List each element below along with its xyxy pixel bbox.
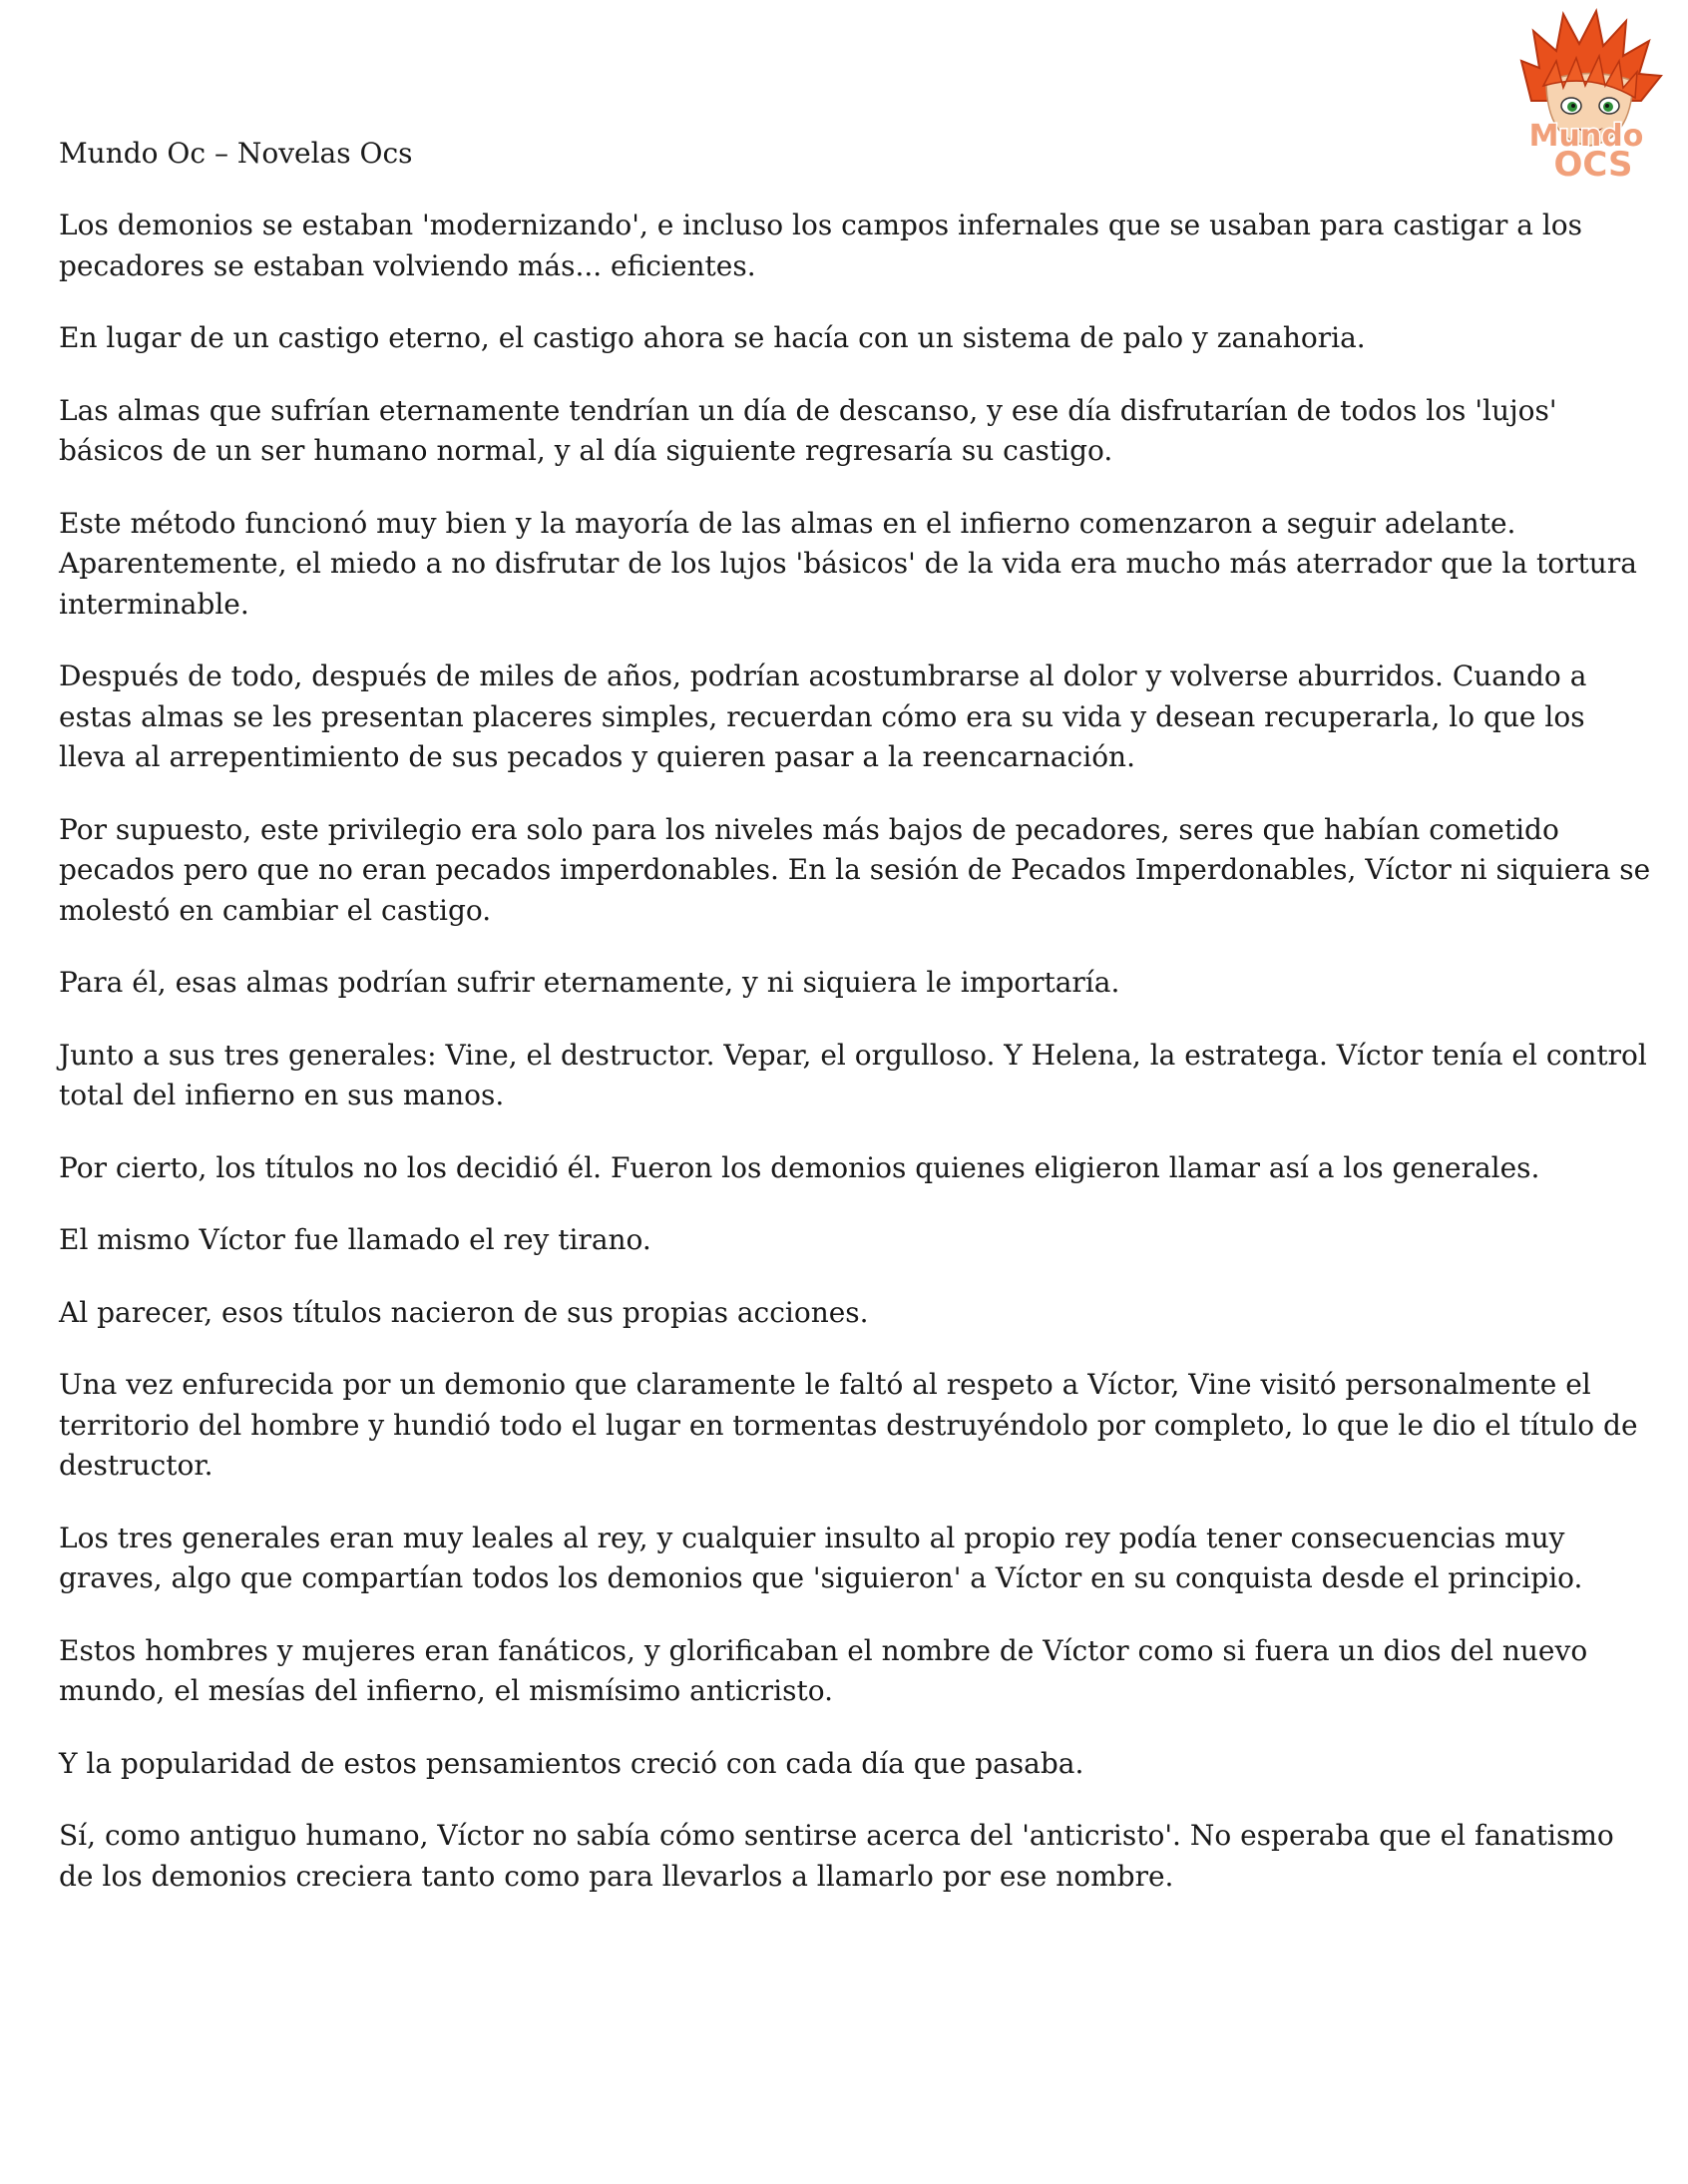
mundo-ocs-logo — [1501, 6, 1671, 184]
paragraph: Sí, como antiguo humano, Víctor no sabía cómo sentirse acerca del 'anticristo'. No esperaba que el fanatismo de los demonios creciera tanto como para llevarlos a llamarlo por ese nombre. — [59, 1819, 1614, 1893]
paragraph: Y la popularidad de estos pensamientos creció con cada día que pasaba. — [59, 1746, 1084, 1780]
paragraph: Por supuesto, este privilegio era solo para los niveles más bajos de pecadores, seres que habían cometido pecados pero que no eran pecados imperdonables. En la sesión de Pecados Imperdonables, Víctor ni siquiera se molestó en cambiar el castigo. — [59, 812, 1651, 927]
paragraph: Este método funcionó muy bien y la mayoría de las almas en el infierno comenzaron a seguir adelante. Aparentemente, el miedo a no disfrutar de los lujos 'básicos' de la vida era mucho más aterrador que la tortura interminable. — [59, 506, 1637, 621]
logo-text-bottom: OCS — [1553, 145, 1633, 184]
paragraph: En lugar de un castigo eterno, el castigo ahora se hacía con un sistema de palo y zanahoria. — [59, 321, 1366, 354]
document-body — [59, 206, 1655, 1929]
page-header-title: Mundo Oc – Novelas Ocs — [59, 137, 413, 170]
paragraph: Estos hombres y mujeres eran fanáticos, y glorificaban el nombre de Víctor como si fuera un dios del nuevo mundo, el mesías del infierno, el mismísimo anticristo. — [59, 1633, 1588, 1707]
paragraph: Para él, esas almas podrían sufrir eternamente, y ni siquiera le importaría. — [59, 966, 1120, 999]
paragraph: Los tres generales eran muy leales al rey, y cualquier insulto al propio rey podía tener consecuencias muy graves, algo que compartían todos los demonios que 'siguieron' a Víctor en su conquista desde el principio. — [59, 1521, 1583, 1594]
paragraph: Las almas que sufrían eternamente tendrían un día de descanso, y ese día disfrutarían de todos los 'lujos' básicos de un ser humano normal, y al día siguiente regresaría su castigo. — [59, 393, 1557, 467]
paragraph: Una vez enfurecida por un demonio que claramente le faltó al respeto a Víctor, Vine visitó personalmente el territorio del hombre y hundió todo el lugar en tormentas destruyéndolo por completo, lo que le dio el título de destructor. — [59, 1368, 1638, 1482]
logo-text-top: Mundo — [1528, 119, 1644, 154]
paragraph: Por cierto, los títulos no los decidió él. Fueron los demonios quienes eligieron llamar así a los generales. — [59, 1150, 1540, 1184]
paragraph: Los demonios se estaban 'modernizando', e incluso los campos infernales que se usaban para castigar a los pecadores se estaban volviendo más... eficientes. — [59, 209, 1583, 282]
paragraph: Después de todo, después de miles de años, podrían acostumbrarse al dolor y volverse aburridos. Cuando a estas almas se les presentan placeres simples, recuerdan cómo era su vida y desean recuperarla, lo que los lleva al arrepentimiento de sus pecados y quieren pasar a la reencarnación. — [59, 659, 1587, 773]
paragraph: El mismo Víctor fue llamado el rey tirano. — [59, 1223, 651, 1256]
paragraph: Al parecer, esos títulos nacieron de sus propias acciones. — [59, 1295, 869, 1329]
paragraph: Junto a sus tres generales: Vine, el destructor. Vepar, el orgulloso. Y Helena, la estratega. Víctor tenía el control total del infierno en sus manos. — [59, 1038, 1647, 1111]
